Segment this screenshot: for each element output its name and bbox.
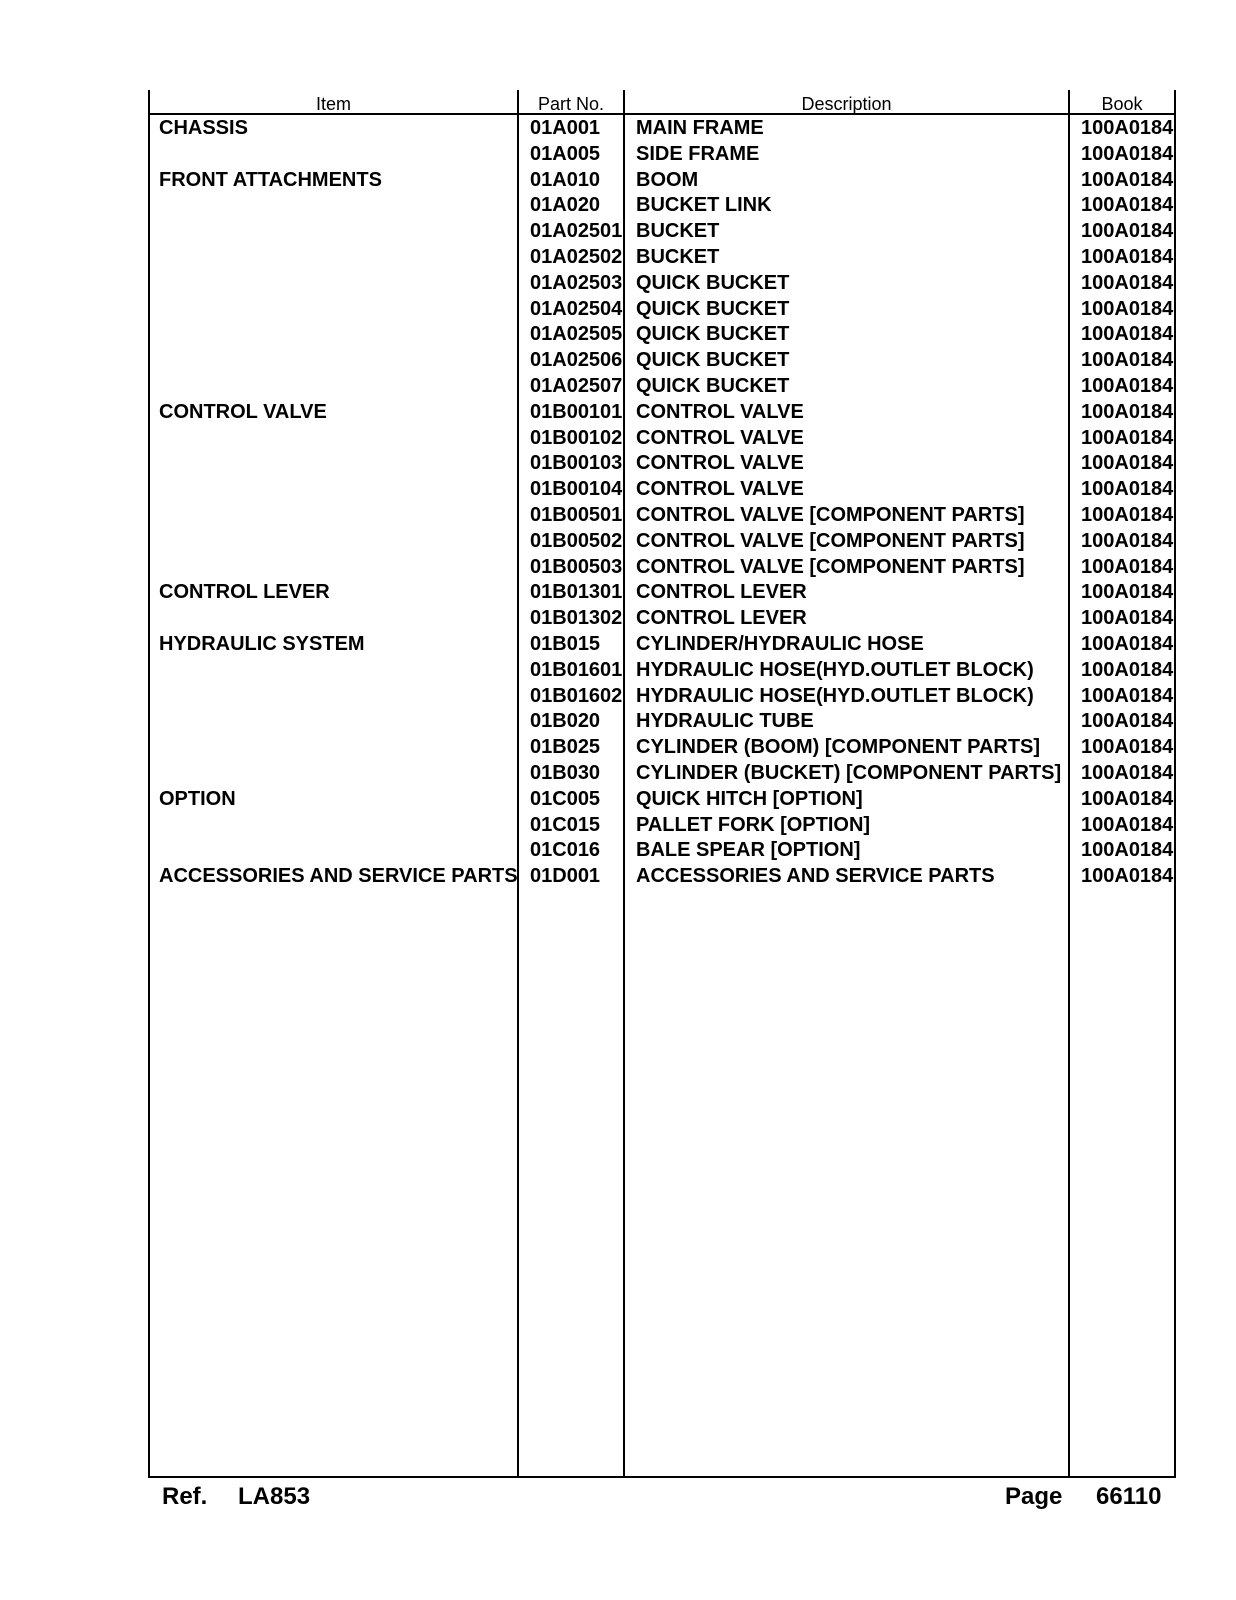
row-description: CONTROL VALVE bbox=[636, 426, 804, 449]
row-book: 100A0184 bbox=[1081, 271, 1174, 294]
table-row bbox=[0, 245, 1236, 271]
row-description: CONTROL VALVE bbox=[636, 478, 804, 501]
table-row bbox=[0, 864, 1236, 890]
row-part-no: 01B020 bbox=[530, 710, 601, 733]
row-book: 100A0184 bbox=[1081, 813, 1174, 836]
row-part-no: 01B00102 bbox=[530, 426, 623, 449]
table-row bbox=[0, 580, 1236, 606]
row-book: 100A0184 bbox=[1081, 168, 1174, 191]
row-part-no: 01A010 bbox=[530, 168, 601, 191]
table-row bbox=[0, 426, 1236, 452]
row-book: 100A0184 bbox=[1081, 297, 1174, 320]
table-row bbox=[0, 658, 1236, 684]
row-description: SIDE FRAME bbox=[636, 142, 760, 165]
row-description: CYLINDER (BOOM) [COMPONENT PARTS] bbox=[636, 736, 1041, 759]
row-description: QUICK BUCKET bbox=[636, 349, 790, 372]
row-description: CONTROL LEVER bbox=[636, 581, 807, 604]
table-row bbox=[0, 787, 1236, 813]
row-book: 100A0184 bbox=[1081, 581, 1174, 604]
row-book: 100A0184 bbox=[1081, 194, 1174, 217]
row-book: 100A0184 bbox=[1081, 839, 1174, 862]
row-item: ACCESSORIES AND SERVICE PARTS bbox=[159, 865, 518, 888]
row-part-no: 01B01302 bbox=[530, 607, 623, 630]
row-book: 100A0184 bbox=[1081, 632, 1174, 655]
table-row bbox=[0, 477, 1236, 503]
row-description: CONTROL VALVE bbox=[636, 400, 804, 423]
row-book: 100A0184 bbox=[1081, 426, 1174, 449]
row-part-no: 01B00502 bbox=[530, 529, 623, 552]
row-part-no: 01B025 bbox=[530, 736, 601, 759]
row-part-no: 01A02506 bbox=[530, 349, 623, 372]
row-description: BUCKET bbox=[636, 245, 720, 268]
row-description: QUICK BUCKET bbox=[636, 297, 790, 320]
row-part-no: 01A02507 bbox=[530, 374, 623, 397]
table-row bbox=[0, 735, 1236, 761]
row-description: CONTROL VALVE [COMPONENT PARTS] bbox=[636, 555, 1025, 578]
row-book: 100A0184 bbox=[1081, 452, 1174, 475]
row-book: 100A0184 bbox=[1081, 607, 1174, 630]
table-row bbox=[0, 219, 1236, 245]
page-number: 66110 bbox=[1096, 1483, 1162, 1510]
header-item: Item bbox=[315, 94, 351, 114]
header-part-no: Part No. bbox=[537, 94, 605, 114]
row-book: 100A0184 bbox=[1081, 710, 1174, 733]
row-part-no: 01B00104 bbox=[530, 478, 623, 501]
row-description: HYDRAULIC HOSE(HYD.OUTLET BLOCK) bbox=[636, 684, 1034, 707]
row-part-no: 01A02502 bbox=[530, 245, 623, 268]
table-row bbox=[0, 193, 1236, 219]
parts-table-body bbox=[0, 116, 1236, 890]
row-book: 100A0184 bbox=[1081, 865, 1174, 888]
row-description: CONTROL VALVE [COMPONENT PARTS] bbox=[636, 503, 1025, 526]
table-row bbox=[0, 297, 1236, 323]
row-book: 100A0184 bbox=[1081, 684, 1174, 707]
row-description: QUICK BUCKET bbox=[636, 374, 790, 397]
row-item: HYDRAULIC SYSTEM bbox=[159, 632, 365, 655]
row-book: 100A0184 bbox=[1081, 761, 1174, 784]
row-part-no: 01A02501 bbox=[530, 220, 623, 243]
row-part-no: 01B00503 bbox=[530, 555, 623, 578]
row-part-no: 01C005 bbox=[530, 787, 601, 810]
row-description: ACCESSORIES AND SERVICE PARTS bbox=[636, 865, 995, 888]
row-book: 100A0184 bbox=[1081, 529, 1174, 552]
ref-value: LA853 bbox=[238, 1483, 311, 1510]
row-part-no: 01A02503 bbox=[530, 271, 623, 294]
table-header bbox=[0, 93, 1236, 115]
row-book: 100A0184 bbox=[1081, 658, 1174, 681]
row-book: 100A0184 bbox=[1081, 245, 1174, 268]
row-book: 100A0184 bbox=[1081, 736, 1174, 759]
row-item: CHASSIS bbox=[159, 117, 248, 139]
row-item: FRONT ATTACHMENTS bbox=[159, 168, 382, 191]
row-book: 100A0184 bbox=[1081, 323, 1174, 346]
header-description: Description bbox=[801, 94, 892, 114]
row-item: CONTROL LEVER bbox=[159, 581, 330, 604]
table-row bbox=[0, 555, 1236, 581]
row-part-no: 01B01601 bbox=[530, 658, 623, 681]
row-part-no: 01D001 bbox=[530, 865, 601, 888]
row-item: CONTROL VALVE bbox=[159, 400, 327, 423]
row-description: CONTROL VALVE bbox=[636, 452, 804, 475]
table-row bbox=[0, 322, 1236, 348]
page-label: Page bbox=[1005, 1483, 1063, 1510]
row-part-no: 01C016 bbox=[530, 839, 601, 862]
ref-label: Ref. bbox=[162, 1483, 208, 1510]
row-book: 100A0184 bbox=[1081, 117, 1174, 139]
row-book: 100A0184 bbox=[1081, 220, 1174, 243]
row-part-no: 01B015 bbox=[530, 632, 601, 655]
table-row bbox=[0, 348, 1236, 374]
row-part-no: 01A02504 bbox=[530, 297, 623, 320]
row-part-no: 01A005 bbox=[530, 142, 601, 165]
row-description: BOOM bbox=[636, 168, 699, 191]
row-part-no: 01B01602 bbox=[530, 684, 623, 707]
table-row bbox=[0, 374, 1236, 400]
row-description: QUICK HITCH [OPTION] bbox=[636, 787, 863, 810]
row-part-no: 01A001 bbox=[530, 117, 601, 139]
table-row bbox=[0, 400, 1236, 426]
table-row bbox=[0, 709, 1236, 735]
table-row bbox=[0, 838, 1236, 864]
table-row bbox=[0, 813, 1236, 839]
table-row bbox=[0, 684, 1236, 710]
row-part-no: 01B01301 bbox=[530, 581, 623, 604]
row-part-no: 01A020 bbox=[530, 194, 601, 217]
row-description: BALE SPEAR [OPTION] bbox=[636, 839, 861, 862]
row-description: QUICK BUCKET bbox=[636, 271, 790, 294]
row-book: 100A0184 bbox=[1081, 787, 1174, 810]
row-part-no: 01B00101 bbox=[530, 400, 623, 423]
table-row bbox=[0, 632, 1236, 658]
row-part-no: 01A02505 bbox=[530, 323, 623, 346]
header-book: Book bbox=[1101, 94, 1143, 114]
row-description: HYDRAULIC TUBE bbox=[636, 710, 814, 733]
row-part-no: 01B00501 bbox=[530, 503, 623, 526]
table-row bbox=[0, 116, 1236, 142]
row-description: MAIN FRAME bbox=[636, 117, 764, 139]
footer-rule bbox=[148, 1476, 1176, 1478]
table-row bbox=[0, 529, 1236, 555]
row-book: 100A0184 bbox=[1081, 503, 1174, 526]
row-book: 100A0184 bbox=[1081, 349, 1174, 372]
row-description: CONTROL LEVER bbox=[636, 607, 807, 630]
row-description: BUCKET LINK bbox=[636, 194, 772, 217]
table-row bbox=[0, 142, 1236, 168]
row-description: HYDRAULIC HOSE(HYD.OUTLET BLOCK) bbox=[636, 658, 1034, 681]
table-row bbox=[0, 451, 1236, 477]
row-book: 100A0184 bbox=[1081, 478, 1174, 501]
row-description: CYLINDER/HYDRAULIC HOSE bbox=[636, 632, 924, 655]
row-description: PALLET FORK [OPTION] bbox=[636, 813, 871, 836]
table-row bbox=[0, 606, 1236, 632]
row-part-no: 01B00103 bbox=[530, 452, 623, 475]
row-book: 100A0184 bbox=[1081, 555, 1174, 578]
row-description: CONTROL VALVE [COMPONENT PARTS] bbox=[636, 529, 1025, 552]
row-book: 100A0184 bbox=[1081, 400, 1174, 423]
row-part-no: 01B030 bbox=[530, 761, 601, 784]
table-row bbox=[0, 761, 1236, 787]
row-item: OPTION bbox=[159, 787, 236, 810]
row-description: CYLINDER (BUCKET) [COMPONENT PARTS] bbox=[636, 761, 1062, 784]
row-part-no: 01C015 bbox=[530, 813, 601, 836]
table-row bbox=[0, 168, 1236, 194]
table-row bbox=[0, 503, 1236, 529]
row-description: BUCKET bbox=[636, 220, 720, 243]
row-book: 100A0184 bbox=[1081, 374, 1174, 397]
table-row bbox=[0, 271, 1236, 297]
row-description: QUICK BUCKET bbox=[636, 323, 790, 346]
row-book: 100A0184 bbox=[1081, 142, 1174, 165]
